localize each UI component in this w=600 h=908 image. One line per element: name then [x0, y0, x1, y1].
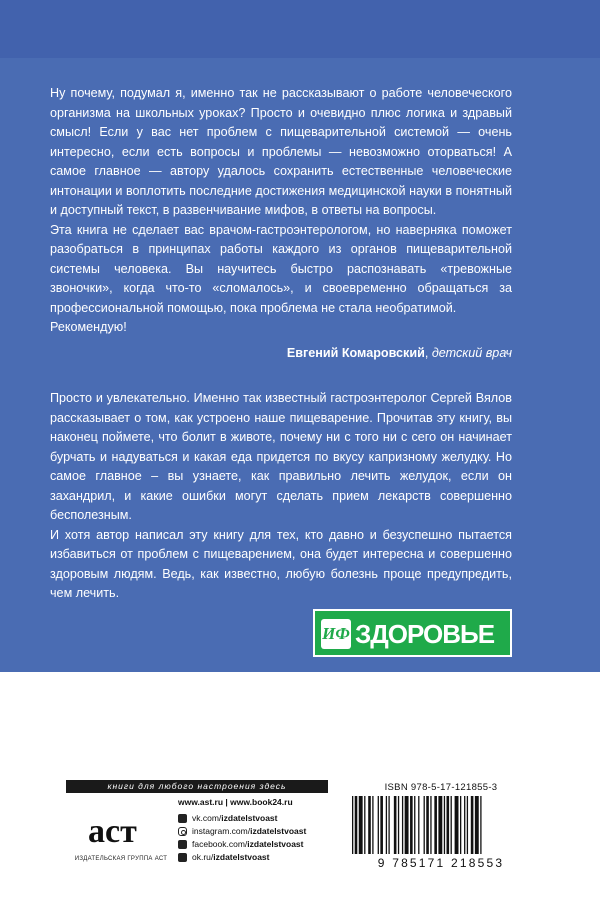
isbn-label: ISBN 978-5-17-121855-3: [384, 782, 498, 793]
instagram-icon: [178, 827, 187, 836]
vk-icon: [178, 814, 187, 823]
barcode-number: 9 785171 218553: [377, 856, 505, 870]
odnoklassniki-icon: [178, 853, 187, 862]
series-logo-text: ЗДОРОВЬЕ: [355, 619, 495, 649]
ast-logo-text: аст: [88, 813, 137, 850]
author-role: детский врач: [431, 346, 512, 360]
publisher-links: [178, 797, 306, 864]
social-odnoklassniki[interactable]: ok.ru/ izdatelstvoast: [178, 851, 306, 864]
author-name: Евгений Комаровский: [286, 346, 425, 360]
ast-logo-icon: [82, 806, 160, 854]
series-logo-mark: ИФ: [321, 619, 351, 649]
series-logo-zdorovie: [313, 609, 512, 657]
barcode-icon: [350, 796, 532, 854]
review-paragraph: Просто и увлекательно. Именно так известный гастроэнтеролог Сергей Вялов рассказывает о том, как устроено наше пищеварение. Прочитав эту книгу, вы наконец поймете, что болит в животе, почему ни с того ни с сего он начинает бурчать и надуваться и какая еда придется по вкусу капризному желудку. Но самое главное – вы узнаете, как правильно лечить желудок, если он захандрил, и какие ошибки могут сделать прием лекарств совершенно бесполезным.: [50, 391, 512, 522]
review-author: Евгений Комаровский, детский врач: [286, 346, 512, 360]
review-paragraph: Ну почему, подумал я, именно так не рассказывают о работе человеческого организма на школьных уроках? Просто и очевидно плюс логика и здравый смысл! Если у вас нет проблем с пищеварительной системой — очень интересно, если есть вопросы и проблемы — невозможно оторваться! А самое главное — автору удалось сохранить естественные человеческие интонации и воплотить последние достижения медицинской науки в понятный и доступный текст, в развенчивание мифов, в ответы на вопросы.: [50, 86, 512, 217]
review-paragraph: Эта книга не сделает вас врачом-гастроэнтерологом, но наверняка поможет разобраться в принципах работы каждого из органов пищеварительной системы человека. Вы научитесь быстро распознавать «тревожные звоночки», когда что-то «сломалось», и своевременно обращаться за профессиональной помощью, пока проблема не стала необратимой.: [50, 222, 512, 315]
website-links[interactable]: www.ast.ru | www.book24.ru: [178, 797, 293, 807]
social-facebook[interactable]: facebook.com/ izdatelstvoast: [178, 838, 306, 851]
social-instagram[interactable]: instagram.com/ izdatelstvoast: [178, 825, 306, 838]
review-paragraph: И хотя автор написал эту книгу для тех, кто давно и безуспешно пытается избавиться от проблем с пищеварением, она будет интересна и совершенно здоровым людям. Ведь, как известно, любую болезнь проще предупредить, чем лечить.: [50, 527, 512, 600]
review-komarovsky: [50, 84, 512, 338]
publisher-name: ИЗДАТЕЛЬСКАЯ ГРУППА АСТ: [74, 856, 168, 862]
review-publisher: [50, 389, 512, 604]
social-vk[interactable]: vk.com/ izdatelstvoast: [178, 812, 306, 825]
review-paragraph: Рекомендую!: [50, 320, 127, 334]
facebook-icon: [178, 840, 187, 849]
slogan-banner: книги для любого настроения здесь: [66, 780, 328, 793]
